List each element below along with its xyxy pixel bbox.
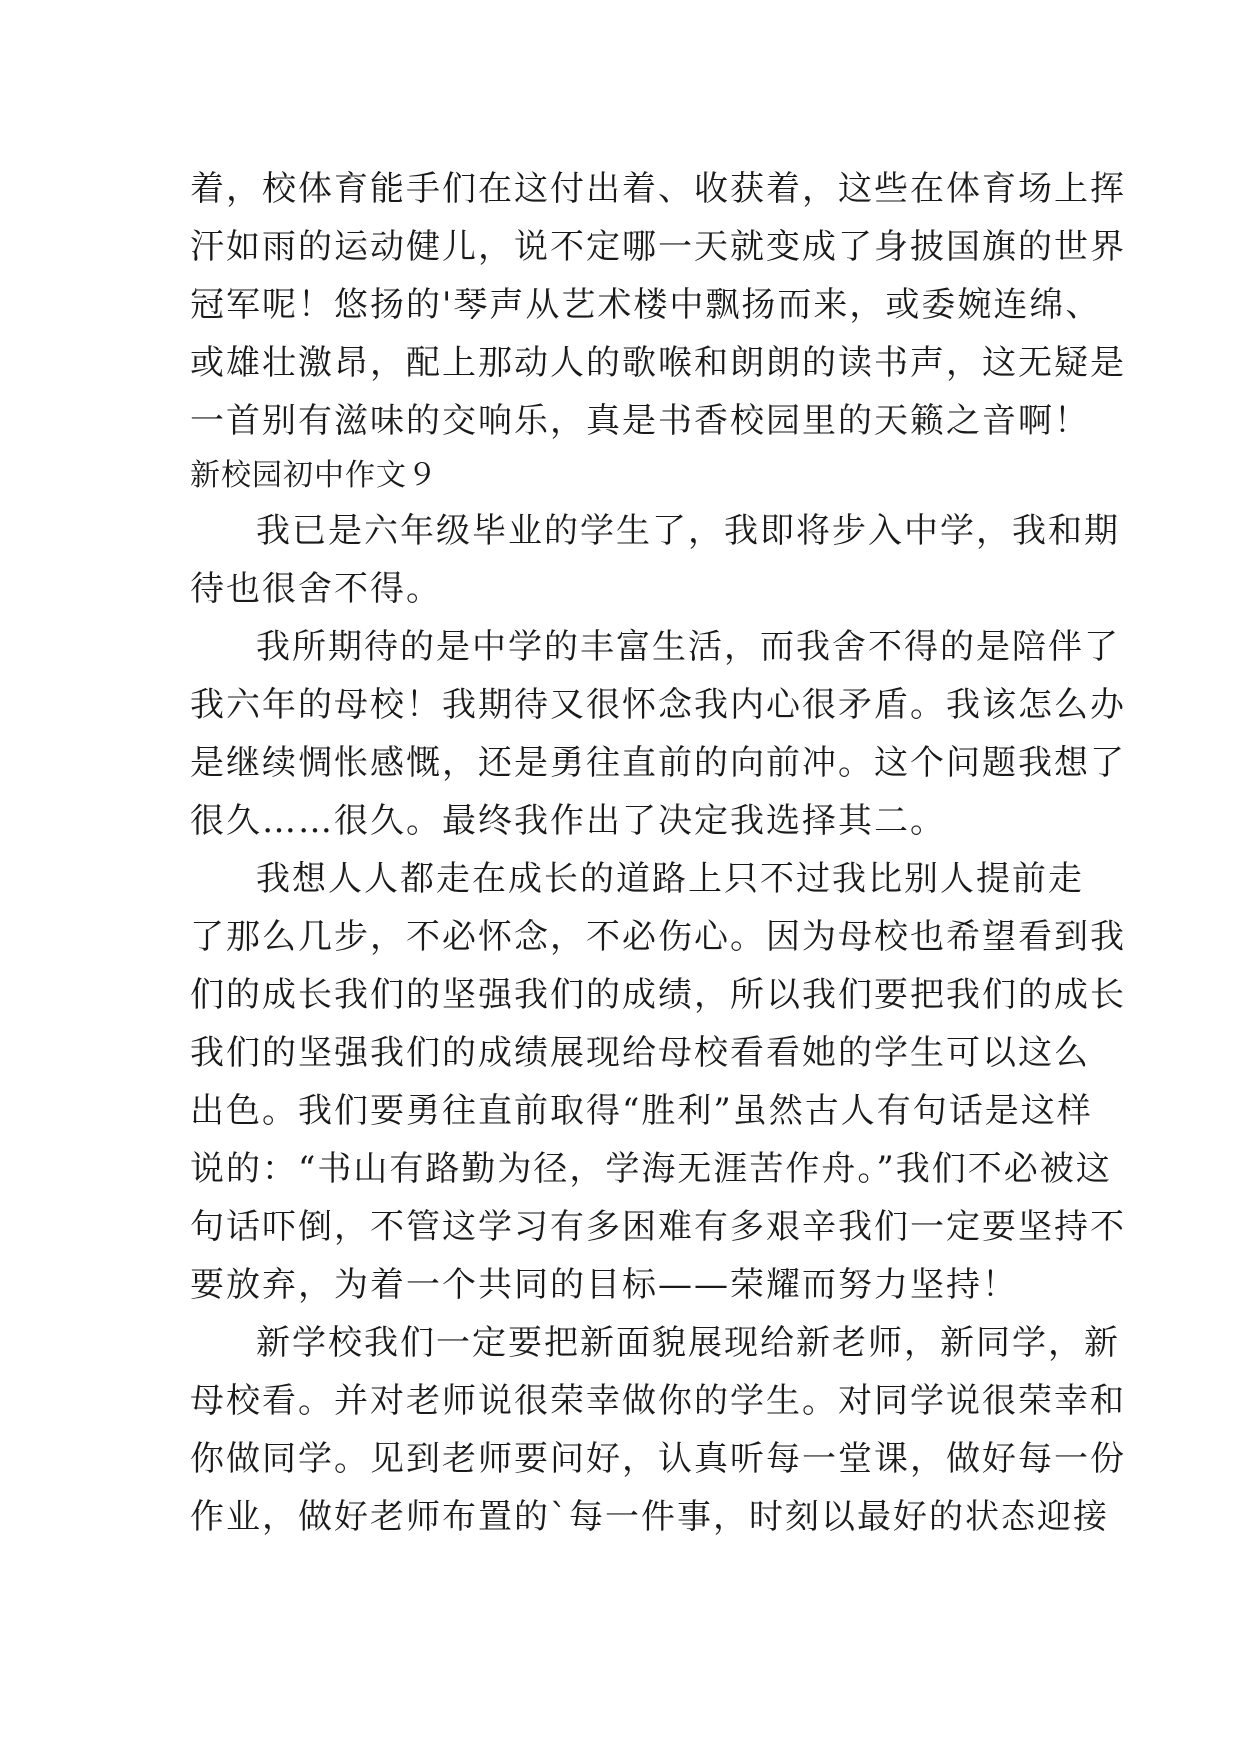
text-line: 句话吓倒，不管这学习有多困难有多艰辛我们一定要坚持不 [190, 1207, 1126, 1247]
text-line: 着，校体育能手们在这付出着、收获着，这些在体育场上挥 [190, 169, 1126, 209]
text-line: 我所期待的是中学的丰富生活，而我舍不得的是陪伴了 [256, 627, 1120, 667]
text-line: 我们的坚强我们的成绩展现给母校看看她的学生可以这么 [190, 1033, 1090, 1073]
paragraph-1 [190, 502, 1120, 618]
text-line: 作业，做好老师布置的`每一件事，时刻以最好的状态迎接 [190, 1497, 1109, 1537]
text-line: 我已是六年级毕业的学生了，我即将步入中学，我和期 [256, 511, 1120, 551]
text-line: 冠军呢！悠扬的'琴声从艺术楼中飘扬而来，或委婉连绵、 [190, 285, 1102, 325]
text-line: 你做同学。见到老师要问好，认真听每一堂课，做好每一份 [190, 1439, 1126, 1479]
text-line: 是继续惆怅感慨，还是勇往直前的向前冲。这个问题我想了 [190, 743, 1126, 783]
paragraph-continued [190, 160, 1126, 450]
paragraph-4 [190, 1314, 1126, 1546]
paragraph-2 [190, 618, 1126, 850]
text-line: 了那么几步，不必怀念，不必伤心。因为母校也希望看到我 [190, 917, 1126, 957]
document-page [190, 160, 1126, 1546]
section-heading: 新校园初中作文９ [190, 458, 438, 493]
text-line: 要放弃，为着一个共同的目标——荣耀而努力坚持！ [190, 1265, 1018, 1305]
text-line: 或雄壮激昂，配上那动人的歌喉和朗朗的读书声，这无疑是 [190, 343, 1126, 383]
text-line: 一首别有滋味的交响乐，真是书香校园里的天籁之音啊！ [190, 401, 1090, 441]
text-line: 我六年的母校！我期待又很怀念我内心很矛盾。我该怎么办 [190, 685, 1126, 725]
text-line: 很久……很久。最终我作出了决定我选择其二。 [190, 801, 946, 841]
text-line: 新学校我们一定要把新面貌展现给新老师，新同学，新 [256, 1323, 1120, 1363]
text-line: 待也很舍不得。 [190, 569, 442, 609]
text-line: 说的：“书山有路勤为径，学海无涯苦作舟。”我们不必被这 [190, 1149, 1112, 1189]
paragraph-3 [190, 850, 1126, 1314]
text-line: 汗如雨的运动健儿，说不定哪一天就变成了身披国旗的世界 [190, 227, 1126, 267]
text-line: 母校看。并对老师说很荣幸做你的学生。对同学说很荣幸和 [190, 1381, 1126, 1421]
text-line: 们的成长我们的坚强我们的成绩，所以我们要把我们的成长 [190, 975, 1126, 1015]
text-line: 我想人人都走在成长的道路上只不过我比别人提前走 [256, 859, 1084, 899]
text-line: 出色。我们要勇往直前取得“胜利”虽然古人有句话是这样 [190, 1091, 1093, 1131]
